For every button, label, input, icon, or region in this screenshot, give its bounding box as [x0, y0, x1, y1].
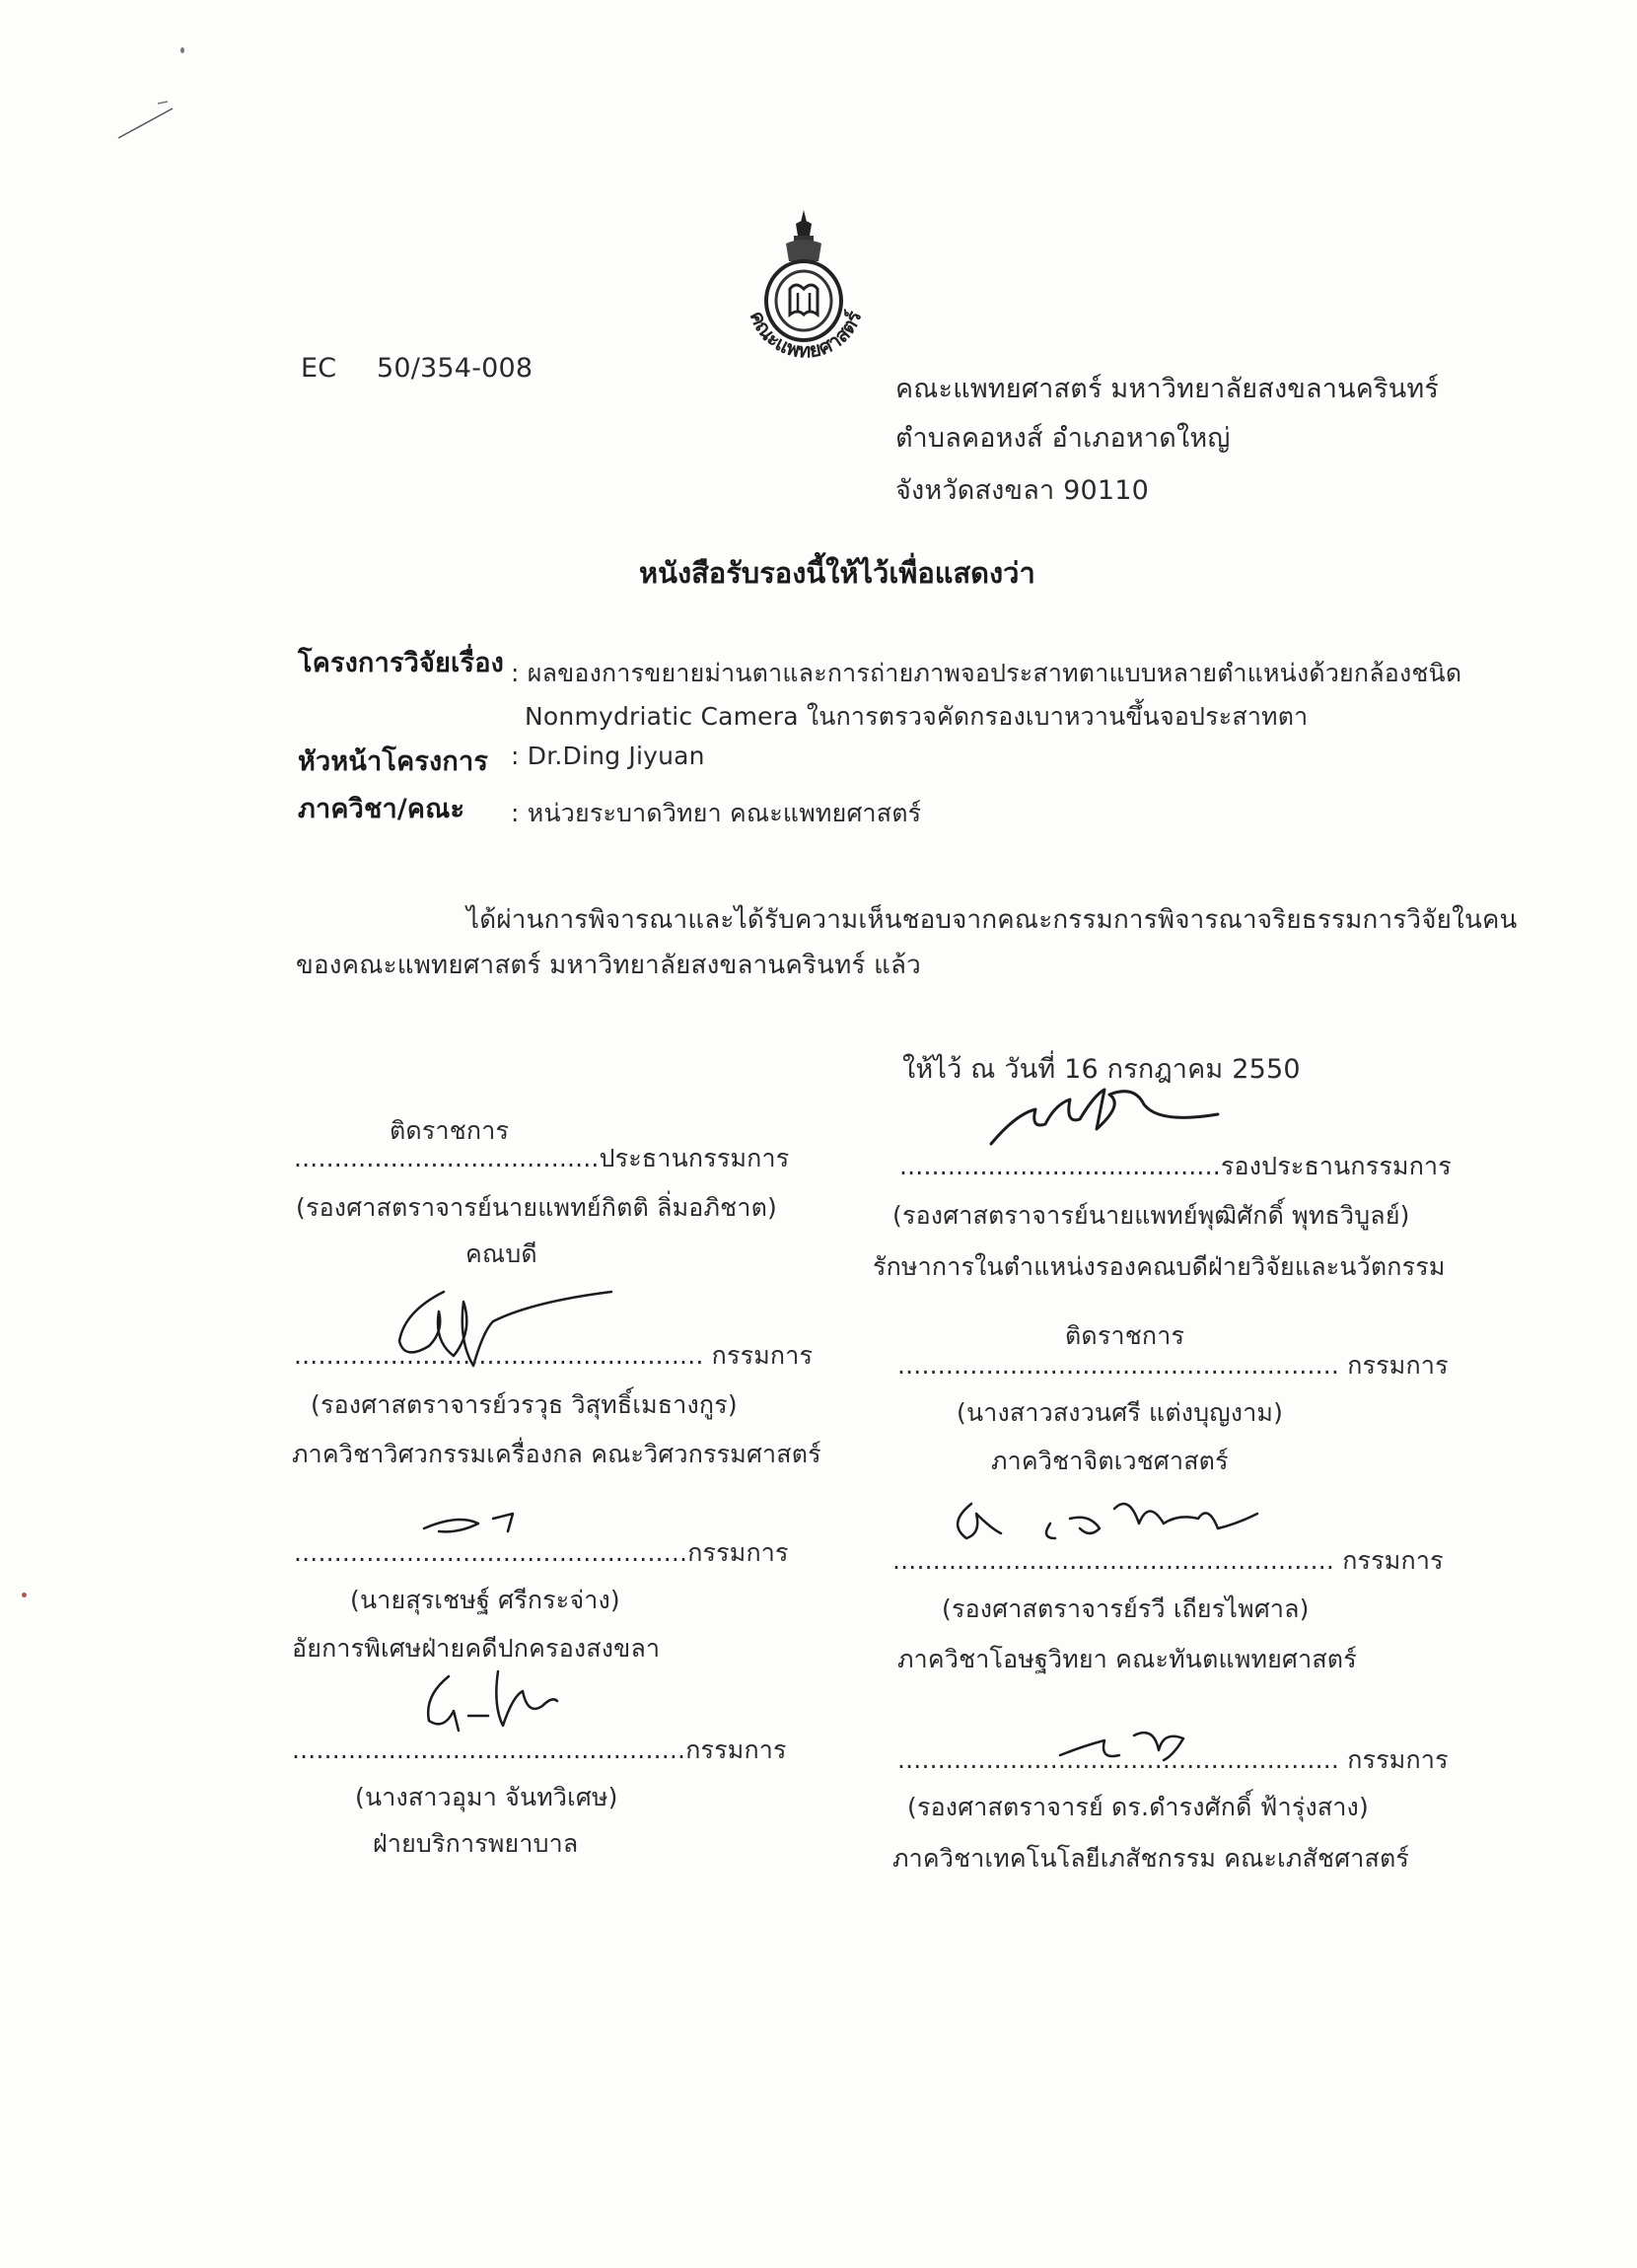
- signatory-3-title: ภาควิชาวิศวกรรมเครื่องกล คณะวิศวกรรมศาสตร์: [292, 1440, 821, 1468]
- address-line-2: ตำบลคอหงส์ อำเภอหาดใหญ่: [895, 423, 1231, 454]
- signatory-2-name: (รองศาสตราจารย์นายแพทย์พุฒิศักดิ์ พุทธวิบูลย์): [892, 1201, 1410, 1230]
- signatory-3-name: (รองศาสตราจารย์วรวุธ วิสุทธิ์เมธางกูร): [311, 1390, 738, 1419]
- signatory-4-note: ติดราชการ: [1065, 1321, 1185, 1350]
- signatory-4-title: ภาควิชาจิตเวชศาสตร์: [991, 1447, 1229, 1475]
- signatory-5-name: (นายสุรเชษฐ์ ศรีกระจ่าง): [350, 1586, 620, 1614]
- signatory-2-line: ........................................รองประธานกรรมการ: [899, 1152, 1452, 1180]
- signatory-1-name: (รองศาสตราจารย์นายแพทย์กิตติ ลิ่มอภิชาต): [296, 1193, 777, 1222]
- signatory-1-title: คณบดี: [465, 1240, 537, 1268]
- signatory-5-line: .................................................กรรมการ: [294, 1538, 789, 1567]
- address-line-3: จังหวัดสงขลา 90110: [895, 475, 1149, 506]
- svg-text:คณะแพทยศาสตร์: [746, 308, 867, 363]
- signatory-1-note: ติดราชการ: [390, 1116, 510, 1145]
- address-line-1: คณะแพทยศาสตร์ มหาวิทยาลัยสงขลานครินทร์: [895, 374, 1440, 404]
- signatory-8-title: ภาควิชาเทคโนโลยีเภสัชกรรม คณะเภสัชศาสตร์: [892, 1844, 1410, 1873]
- signatory-6-name: (รองศาสตราจารย์รวี เถียรไพศาล): [942, 1595, 1310, 1623]
- ref-prefix: EC: [301, 353, 337, 384]
- signatory-7-title: ฝ่ายบริการพยาบาล: [373, 1829, 579, 1858]
- signatory-6-line: ....................................................... กรรมการ: [892, 1546, 1444, 1575]
- signatory-4-name: (นางสาวสงวนศรี แต่งบุญงาม): [957, 1398, 1284, 1427]
- signatory-7-name: (นางสาวอุมา จันทวิเศษ): [355, 1783, 618, 1811]
- body-line-2: ของคณะแพทยศาสตร์ มหาวิทยาลัยสงขลานครินทร์ แล้ว: [296, 951, 921, 980]
- project-value-line-1: : ผลของการขยายม่านตาและการถ่ายภาพจอประสาทตาแบบหลายตำแหน่งด้วยกล้องชนิด: [511, 659, 1462, 687]
- signatory-3-line: ................................................... กรรมการ: [294, 1341, 814, 1370]
- page-title: หนังสือรับรองนี้ให้ไว้เพื่อแสดงว่า: [639, 556, 1035, 590]
- signatory-4-line: ....................................................... กรรมการ: [897, 1351, 1449, 1380]
- leader-label: หัวหน้าโครงการ: [298, 746, 489, 777]
- dept-value: : หน่วยระบาดวิทยา คณะแพทยศาสตร์: [511, 799, 922, 827]
- signatory-5-title: อัยการพิเศษฝ่ายคดีปกครองสงขลา: [292, 1634, 661, 1663]
- signatory-6-title: ภาควิชาโอษฐวิทยา คณะทันตแพทยศาสตร์: [897, 1645, 1357, 1673]
- leader-value: : Dr.Ding Jiyuan: [511, 742, 705, 770]
- scan-speck: [22, 1593, 27, 1597]
- signatory-7-line: .................................................กรรมการ: [292, 1736, 787, 1764]
- dept-label: ภาควิชา/คณะ: [298, 794, 465, 824]
- project-label: โครงการวิจัยเรื่อง: [298, 648, 504, 678]
- ref-number: 50/354-008: [377, 353, 534, 384]
- project-value-line-2: Nonmydriatic Camera ในการตรวจคัดกรองเบาหวานขึ้นจอประสาทตา: [525, 702, 1309, 731]
- seal-arc-text: คณะแพทยศาสตร์: [745, 307, 867, 363]
- issue-date: ให้ไว้ ณ วันที่ 16 กรกฎาคม 2550: [902, 1054, 1301, 1085]
- signatory-8-name: (รองศาสตราจารย์ ดร.ดำรงศักดิ์ ฟ้ารุ่งสาง): [907, 1793, 1369, 1821]
- signature-2: [986, 1075, 1223, 1154]
- signatory-8-line: ....................................................... กรรมการ: [897, 1745, 1449, 1774]
- scan-mark: [113, 99, 192, 148]
- body-line-1: ได้ผ่านการพิจารณาและได้รับความเห็นชอบจากคณะกรรมการพิจารณาจริยธรรมการวิจัยในคน: [466, 905, 1518, 935]
- scan-speck: [180, 47, 184, 53]
- signatory-2-title: รักษาการในตำแหน่งรองคณบดีฝ่ายวิจัยและนวัตกรรม: [873, 1252, 1446, 1281]
- signatory-1-line: ......................................ประธานกรรมการ: [294, 1144, 790, 1172]
- faculty-seal-logo: [725, 202, 883, 390]
